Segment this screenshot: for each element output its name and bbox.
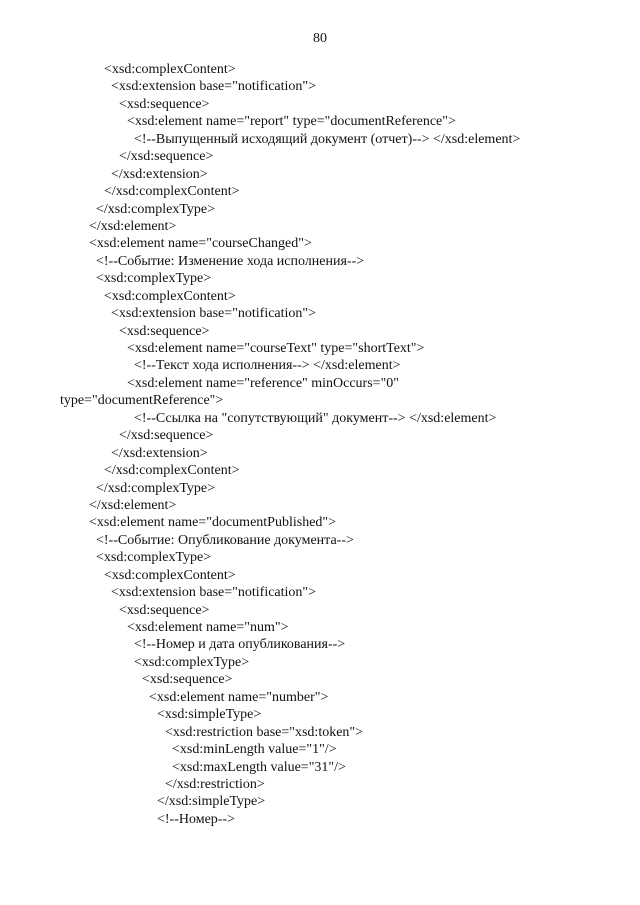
code-line: <xsd:sequence> bbox=[142, 672, 233, 688]
code-line: <xsd:element name="reference" minOccurs="0" bbox=[127, 375, 399, 391]
code-line: <xsd:sequence> bbox=[119, 602, 210, 618]
code-line: <xsd:maxLength value="31"/> bbox=[172, 759, 346, 775]
code-line: type="documentReference"> bbox=[60, 393, 224, 409]
code-line: </xsd:sequence> bbox=[119, 149, 214, 165]
code-line: </xsd:simpleType> bbox=[157, 794, 266, 810]
code-line: </xsd:element> bbox=[89, 218, 177, 234]
code-line: <xsd:extension base="notification"> bbox=[111, 306, 317, 322]
code-line: <xsd:simpleType> bbox=[157, 707, 262, 723]
code-line: <xsd:extension base="notification"> bbox=[111, 79, 317, 95]
code-line: </xsd:complexType> bbox=[96, 480, 216, 496]
code-line: </xsd:restriction> bbox=[165, 776, 265, 792]
code-line: <xsd:complexContent> bbox=[104, 288, 236, 304]
code-line: </xsd:complexContent> bbox=[104, 184, 240, 200]
code-line: <xsd:element name="courseText" type="shortText"> bbox=[127, 341, 425, 356]
code-line: <xsd:element name="number"> bbox=[149, 689, 329, 705]
code-line: <xsd:element name="courseChanged"> bbox=[89, 236, 312, 252]
code-line: <xsd:complexType> bbox=[134, 654, 250, 670]
code-line: </xsd:extension> bbox=[111, 445, 208, 461]
code-line: </xsd:extension> bbox=[111, 166, 208, 182]
code-line: <xsd:restriction base="xsd:token"> bbox=[165, 724, 364, 740]
code-line: <xsd:sequence> bbox=[119, 323, 210, 339]
code-line: </xsd:sequence> bbox=[119, 428, 214, 444]
page-number: 80 bbox=[313, 31, 327, 46]
code-line: <!--Номер и дата опубликования--> bbox=[134, 637, 346, 653]
code-line: <xsd:element name="num"> bbox=[127, 620, 289, 635]
code-line: <!--Номер--> bbox=[157, 811, 236, 827]
code-line: <!--Текст хода исполнения--> </xsd:element> bbox=[134, 358, 401, 374]
code-line: <xsd:sequence> bbox=[119, 96, 210, 112]
code-line: <!--Выпущенный исходящий документ (отчет)--> </xsd:element> bbox=[134, 131, 521, 147]
code-line: </xsd:complexContent> bbox=[104, 463, 240, 479]
xsd-code-block bbox=[0, 61, 640, 828]
code-line: </xsd:complexType> bbox=[96, 201, 216, 217]
code-line: <xsd:complexContent> bbox=[104, 62, 236, 77]
code-line: <!--Событие: Изменение хода исполнения--> bbox=[96, 253, 365, 269]
code-line: <xsd:complexType> bbox=[96, 550, 212, 566]
code-line: </xsd:element> bbox=[89, 497, 177, 513]
code-line: <xsd:extension base="notification"> bbox=[111, 585, 317, 601]
code-line: <!--Событие: Опубликование документа--> bbox=[96, 532, 354, 548]
code-line: <xsd:element name="documentPublished"> bbox=[89, 515, 337, 531]
code-line: <xsd:minLength value="1"/> bbox=[172, 742, 337, 758]
code-line: <xsd:complexContent> bbox=[104, 567, 236, 583]
code-line: <xsd:element name="report" type="documentReference"> bbox=[127, 114, 456, 130]
code-line: <!--Ссылка на "сопутствующий" документ--> </xsd:element> bbox=[134, 410, 497, 426]
code-line: <xsd:complexType> bbox=[96, 271, 212, 287]
